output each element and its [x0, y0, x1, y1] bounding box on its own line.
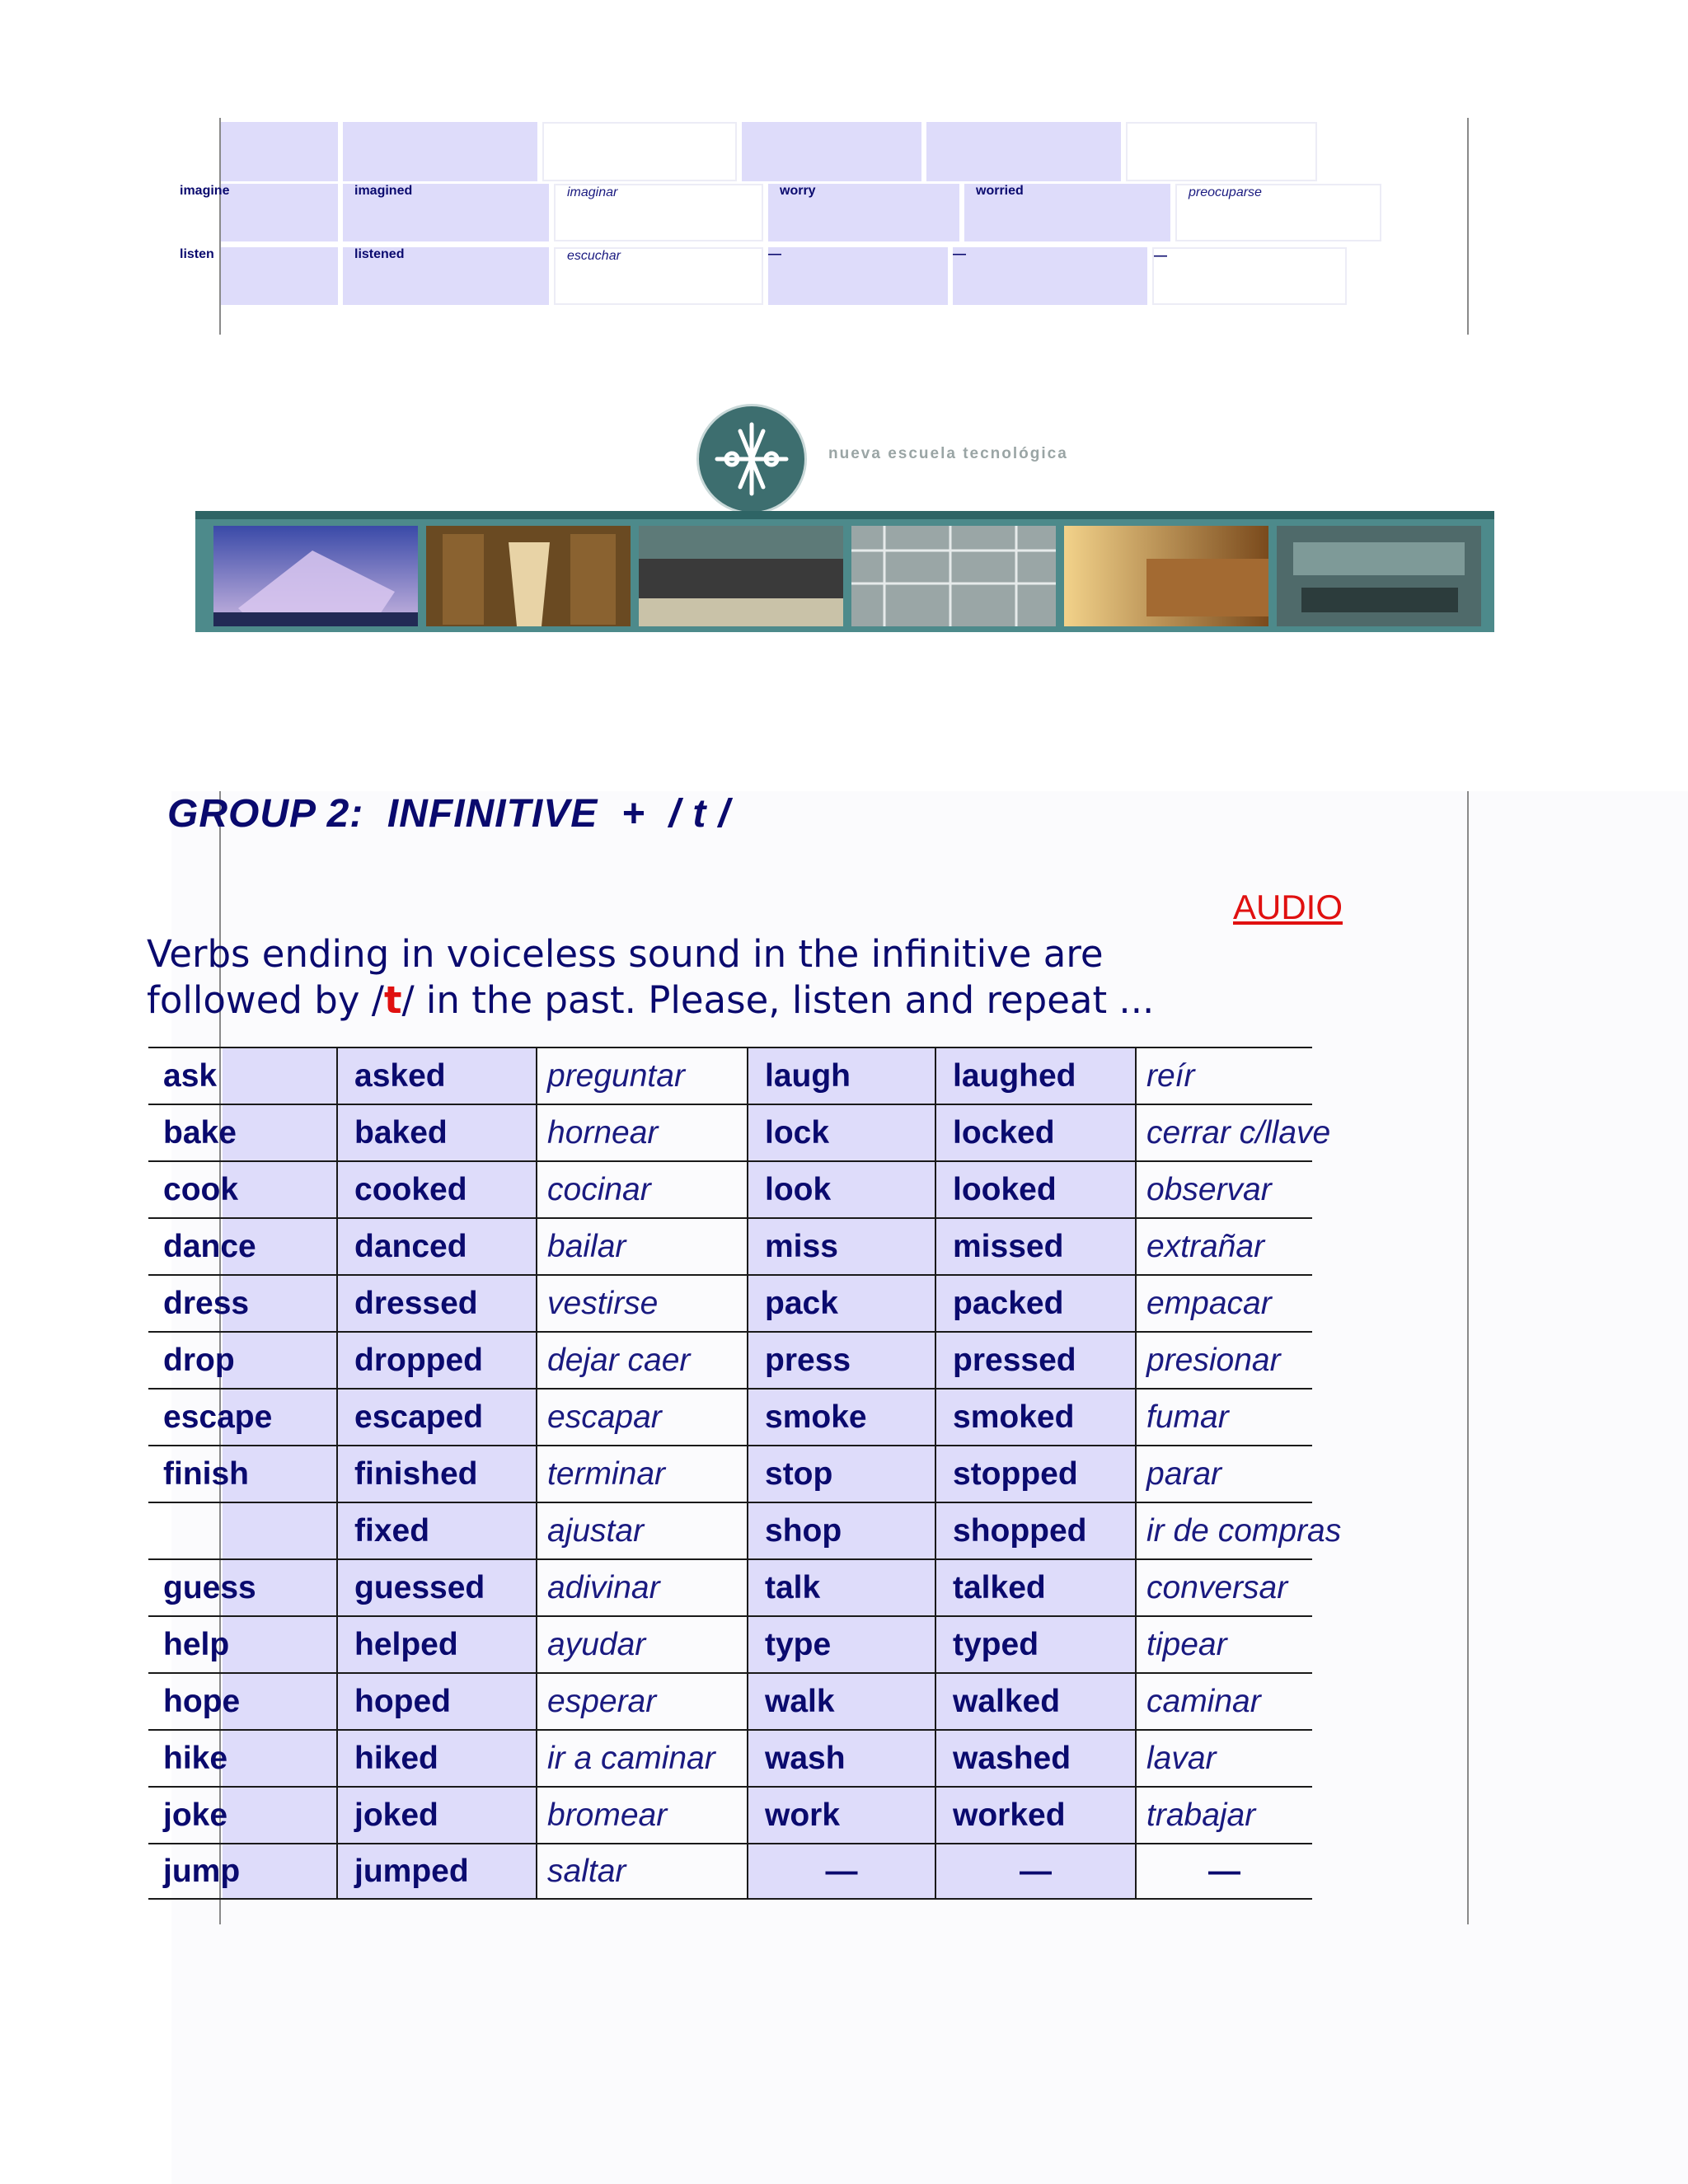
- cell-inf1: joke: [148, 1788, 336, 1843]
- cell-es2: presionar: [1135, 1333, 1312, 1388]
- cell-past2: stopped: [935, 1446, 1135, 1502]
- cell-es1: escuchar: [554, 247, 763, 305]
- right-frame-line-top: [1467, 118, 1469, 335]
- group-2-instructions: [147, 931, 1154, 1024]
- table-row: [180, 184, 1381, 241]
- table-row: [148, 1558, 1312, 1615]
- right-frame-line-bottom: [1467, 791, 1469, 1924]
- cell-past1: listened: [343, 247, 549, 305]
- cell-es2: conversar: [1135, 1560, 1312, 1615]
- cell-inf2: miss: [747, 1219, 935, 1274]
- cell-es2: fumar: [1135, 1390, 1312, 1445]
- cell-inf1: hike: [148, 1731, 336, 1786]
- cell-past1: baked: [336, 1105, 536, 1160]
- cell-past1: hiked: [336, 1731, 536, 1786]
- cell-inf1: finish: [148, 1446, 336, 1502]
- table-row: [148, 1217, 1312, 1274]
- cell-inf2: pack: [747, 1276, 935, 1331]
- cell-es2: observar: [1135, 1162, 1312, 1217]
- cell-past2: shopped: [935, 1503, 1135, 1558]
- logo-emblem-icon: [699, 406, 804, 512]
- cell-es2: trabajar: [1135, 1788, 1312, 1843]
- table-row: [148, 1672, 1312, 1729]
- cell-inf2: —: [768, 247, 948, 305]
- cell-inf1: bake: [148, 1105, 336, 1160]
- cell-es1: escapar: [536, 1390, 747, 1445]
- cell-inf2: wash: [747, 1731, 935, 1786]
- cell-past2: packed: [935, 1276, 1135, 1331]
- cell-past1: finished: [336, 1446, 536, 1502]
- cell-inf2: work: [747, 1788, 935, 1843]
- cell-es1: ir a caminar: [536, 1731, 747, 1786]
- table-row: [148, 1331, 1312, 1388]
- cell-es1: adivinar: [536, 1560, 747, 1615]
- cell-es2: ir de compras: [1135, 1503, 1312, 1558]
- cell-past2: smoked: [935, 1390, 1135, 1445]
- cell-es1: vestirse: [536, 1276, 747, 1331]
- group-2-title: GROUP 2: INFINITIVE + / t /: [167, 792, 730, 836]
- cell-es2: preocuparse: [1175, 184, 1381, 241]
- cell-past2: worked: [935, 1788, 1135, 1843]
- campus-photo-banner: [195, 511, 1494, 632]
- cell-inf1: cook: [148, 1162, 336, 1217]
- cell-past1: cooked: [336, 1162, 536, 1217]
- cell-inf2: worry: [768, 184, 959, 241]
- cell-inf2: laugh: [747, 1048, 935, 1104]
- table-row: [148, 1843, 1312, 1900]
- cell-es2: parar: [1135, 1446, 1312, 1502]
- cell-past1: danced: [336, 1219, 536, 1274]
- school-logo-text: nueva escuela tecnológica: [828, 445, 1068, 462]
- cell-es2: cerrar c/llave: [1135, 1105, 1312, 1160]
- cell-inf1: jump: [148, 1844, 336, 1898]
- cell-es1: terminar: [536, 1446, 747, 1502]
- cell-inf1: dress: [148, 1276, 336, 1331]
- cell-es2: lavar: [1135, 1731, 1312, 1786]
- cell-past1: asked: [336, 1048, 536, 1104]
- cell-es2: —: [1135, 1844, 1312, 1898]
- cell-inf1: listen: [221, 247, 338, 305]
- cell-past2: missed: [935, 1219, 1135, 1274]
- instructions-line-1: Verbs ending in voiceless sound in the infinitive are: [147, 932, 1104, 976]
- table-row: [148, 1388, 1312, 1445]
- cell-inf2: walk: [747, 1674, 935, 1729]
- cell-past2: typed: [935, 1617, 1135, 1672]
- table-row: [148, 1445, 1312, 1502]
- table-row: [148, 1160, 1312, 1217]
- cell-es1: cocinar: [536, 1162, 747, 1217]
- cell-es2: reír: [1135, 1048, 1312, 1104]
- cell-past2: washed: [935, 1731, 1135, 1786]
- table-row: [148, 1615, 1312, 1672]
- cell-past2: looked: [935, 1162, 1135, 1217]
- cell-past2: locked: [935, 1105, 1135, 1160]
- cell-past1: hoped: [336, 1674, 536, 1729]
- cell-es1: ayudar: [536, 1617, 747, 1672]
- table-row: [180, 247, 1347, 305]
- table-header-row: [221, 122, 1317, 181]
- cell-es2: caminar: [1135, 1674, 1312, 1729]
- cell-es1: ajustar: [536, 1503, 747, 1558]
- cell-inf1: hope: [148, 1674, 336, 1729]
- campus-photo-interior-wood: [426, 526, 631, 626]
- cell-inf2: shop: [747, 1503, 935, 1558]
- cell-inf1: [148, 1503, 336, 1558]
- cell-es1: imaginar: [554, 184, 763, 241]
- cell-inf2: look: [747, 1162, 935, 1217]
- cell-inf2: talk: [747, 1560, 935, 1615]
- cell-inf2: —: [747, 1844, 935, 1898]
- cell-past2: walked: [935, 1674, 1135, 1729]
- cell-inf2: type: [747, 1617, 935, 1672]
- campus-photo-modern-facade: [639, 526, 843, 626]
- instructions-line-2: followed by /t/ in the past. Please, listen and repeat ...: [147, 978, 1155, 1022]
- cell-inf1: imagine: [221, 184, 338, 241]
- table-row: [148, 1729, 1312, 1786]
- cell-past2: talked: [935, 1560, 1135, 1615]
- cell-es2: —: [1152, 247, 1347, 305]
- table-row: [148, 1104, 1331, 1160]
- cell-inf1: help: [148, 1617, 336, 1672]
- t-sound-highlight: t: [383, 978, 402, 1022]
- table-row: [148, 1502, 1342, 1558]
- cell-es2: empacar: [1135, 1276, 1312, 1331]
- school-logo-emblem: [696, 404, 807, 514]
- cell-es1: esperar: [536, 1674, 747, 1729]
- cell-past2: —: [953, 247, 1147, 305]
- campus-photo-atrium: [851, 526, 1056, 626]
- table-row: [148, 1274, 1312, 1331]
- cell-past1: dressed: [336, 1276, 536, 1331]
- cell-past1: guessed: [336, 1560, 536, 1615]
- cell-es1: bailar: [536, 1219, 747, 1274]
- cell-inf1: ask: [148, 1048, 336, 1104]
- table-row: [148, 1047, 1312, 1104]
- cell-inf2: lock: [747, 1105, 935, 1160]
- audio-link[interactable]: AUDIO: [1233, 888, 1343, 926]
- campus-photo-library: [1277, 526, 1481, 626]
- cell-es1: bromear: [536, 1788, 747, 1843]
- cell-es1: preguntar: [536, 1048, 747, 1104]
- cell-past1: jumped: [336, 1844, 536, 1898]
- cell-inf1: dance: [148, 1219, 336, 1274]
- cell-past1: helped: [336, 1617, 536, 1672]
- cell-inf2: press: [747, 1333, 935, 1388]
- table-row: [148, 1786, 1312, 1843]
- cell-es1: hornear: [536, 1105, 747, 1160]
- cell-past1: joked: [336, 1788, 536, 1843]
- cell-past1: imagined: [343, 184, 549, 241]
- cell-inf1: guess: [148, 1560, 336, 1615]
- cell-es1: saltar: [536, 1844, 747, 1898]
- cell-past1: dropped: [336, 1333, 536, 1388]
- cell-past2: pressed: [935, 1333, 1135, 1388]
- cell-inf1: drop: [148, 1333, 336, 1388]
- cell-inf2: smoke: [747, 1390, 935, 1445]
- campus-photo-building-night: [213, 526, 418, 626]
- cell-inf2: stop: [747, 1446, 935, 1502]
- cell-past2: —: [935, 1844, 1135, 1898]
- cell-past2: worried: [964, 184, 1170, 241]
- cell-es2: tipear: [1135, 1617, 1312, 1672]
- cell-inf1: escape: [148, 1390, 336, 1445]
- cell-es2: extrañar: [1135, 1219, 1312, 1274]
- cell-past1: fixed: [336, 1503, 536, 1558]
- cell-past2: laughed: [935, 1048, 1135, 1104]
- cell-es1: dejar caer: [536, 1333, 747, 1388]
- cell-past1: escaped: [336, 1390, 536, 1445]
- campus-photo-sunset-building: [1064, 526, 1268, 626]
